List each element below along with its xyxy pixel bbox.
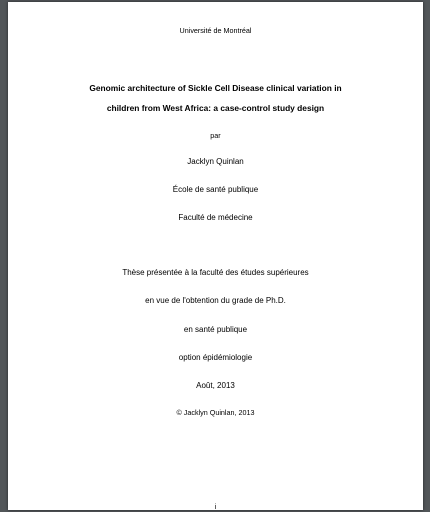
thesis-title-line-1: Genomic architecture of Sickle Cell Disease clinical variation in [89, 83, 342, 93]
thesis-statement-line-4: option épidémiologie [178, 353, 253, 362]
page-number: i [214, 502, 217, 511]
by-label: par [210, 131, 221, 140]
school-name: École de santé publique [172, 185, 259, 194]
submission-date: Août, 2013 [196, 381, 235, 390]
thesis-statement-line-1: Thèse présentée à la faculté des études supérieures [122, 268, 309, 277]
thesis-statement-line-2: en vue de l'obtention du grade de Ph.D. [145, 296, 286, 305]
document-page [8, 2, 423, 510]
university-name: Université de Montréal [179, 26, 252, 35]
author-name: Jacklyn Quinlan [187, 157, 244, 166]
copyright-notice: © Jacklyn Quinlan, 2013 [176, 408, 255, 417]
thesis-statement-line-3: en santé publique [183, 325, 248, 334]
thesis-title-line-2: children from West Africa: a case-control study design [106, 103, 325, 113]
faculty-name: Faculté de médecine [178, 213, 253, 222]
